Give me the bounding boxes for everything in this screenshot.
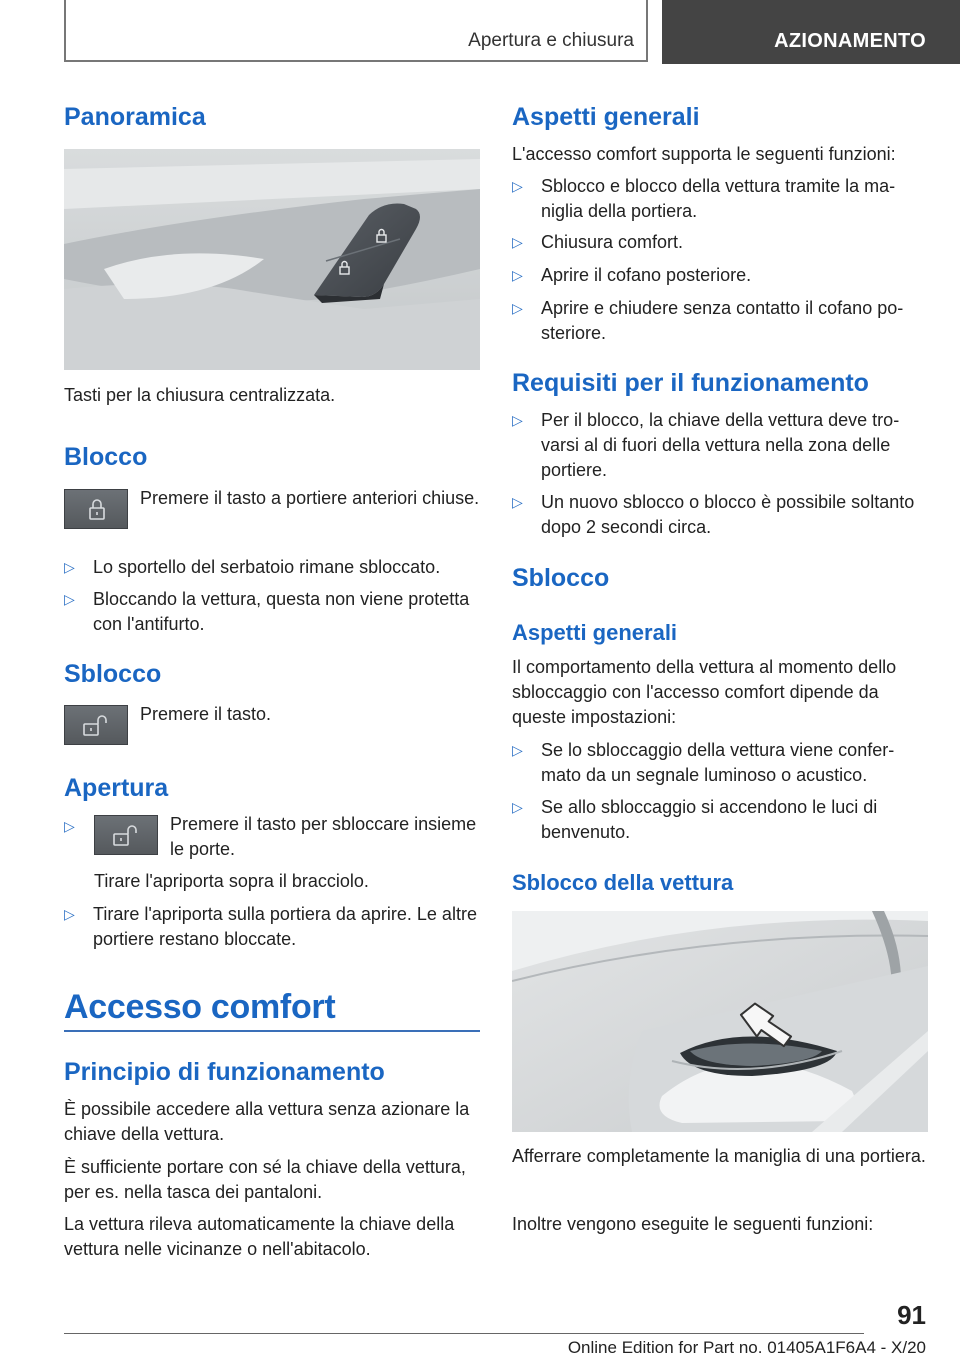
apertura-bullet-marker — [64, 814, 94, 839]
chapter-label: AZIONAMENTO — [774, 30, 926, 52]
sblocco-heading: Sblocco — [64, 660, 162, 688]
header-section-title: Apertura e chiusura — [468, 30, 634, 51]
footer-edition: Online Edition for Part no. 01405A1F6A4 - X/20 — [567, 1338, 926, 1357]
unlock-button-image — [94, 815, 158, 855]
sblocco-aspetti-subheading: Aspetti generali — [512, 620, 678, 645]
sblocco-bullet: ▷ Se allo sbloccaggio si accendono le luci di benvenuto. — [512, 795, 928, 845]
principio-paragraph: È sufficiente portare con sé la chiave della vettura, per es. nella tasca dei pantaloni. — [64, 1157, 466, 1202]
principio-heading: Principio di funzionamento — [64, 1058, 385, 1086]
accesso-comfort-heading: Accesso comfort — [64, 988, 336, 1026]
panoramica-caption: Tasti per la chiusura centralizzata. — [64, 385, 336, 405]
door-buttons-photo — [64, 149, 480, 370]
apertura-subtext: Tirare l'apriporta sopra il bracciolo. — [94, 871, 369, 891]
requisiti-heading: Requisiti per il funzionamento — [512, 369, 869, 397]
blocco-bullet: ▷ Lo sportello del serbatoio rimane sbloccato. — [64, 555, 480, 580]
aspetti-heading: Aspetti generali — [512, 103, 700, 131]
sblocco-aspetti-text: Il comportamento della vettura al momento dello sbloccaggio con l'accesso comfort dipende da queste impostazioni: — [512, 657, 897, 727]
apertura-bullet-text: Premere il tasto per sbloccare insieme le porte. — [170, 814, 477, 859]
sblocco-vettura-subheading: Sblocco della vettura — [512, 870, 734, 895]
lock-button-image — [64, 489, 128, 529]
requisiti-bullet: ▷ Per il blocco, la chiave della vettura deve trovarsi al di fuori della vettura nella zona delle portiere. — [512, 408, 928, 483]
apertura-heading: Apertura — [64, 774, 169, 802]
blocco-text: Premere il tasto a portiere anteriori chiuse. — [140, 488, 480, 508]
aspetti-bullet: ▷ Aprire e chiudere senza contatto il cofano posteriore. — [512, 296, 928, 346]
aspetti-bullet: ▷ Sblocco e blocco della vettura tramite la maniglia della portiera. — [512, 174, 928, 224]
heading-rule — [64, 1030, 480, 1032]
aspetti-bullet: ▷ Aprire il cofano posteriore. — [512, 263, 928, 288]
requisiti-bullet: ▷ Un nuovo sblocco o blocco è possibile soltanto dopo 2 secondi circa. — [512, 490, 928, 540]
unlock-icon — [95, 816, 159, 856]
inoltre-text: Inoltre vengono eseguite le seguenti funzioni: — [512, 1214, 874, 1234]
principio-paragraph: È possibile accedere alla vettura senza azionare la chiave della vettura. — [64, 1099, 470, 1144]
page-number: 91 — [897, 1300, 926, 1330]
chapter-tab — [662, 0, 960, 64]
sblocco-bullet: ▷ Se lo sbloccaggio della vettura viene confermato da un segnale luminoso o acustico. — [512, 738, 928, 788]
sblocco-heading: Sblocco — [512, 564, 610, 592]
apertura-bullet: ▷ Tirare l'apriporta sulla portiera da aprire. Le altre portiere restano bloccate. — [64, 902, 480, 952]
blocco-bullet: ▷ Bloccando la vettura, questa non viene protetta con l'antifurto. — [64, 587, 480, 637]
sblocco-text: Premere il tasto. — [140, 704, 272, 724]
panoramica-heading: Panoramica — [64, 103, 206, 131]
unlock-icon — [65, 706, 129, 746]
footer-rule — [64, 1333, 864, 1334]
door-handle-photo — [512, 911, 928, 1132]
handle-caption: Afferrare completamente la maniglia di una portiera. — [512, 1146, 926, 1166]
aspetti-intro: L'accesso comfort supporta le seguenti funzioni: — [512, 144, 896, 164]
unlock-button-image — [64, 705, 128, 745]
blocco-heading: Blocco — [64, 443, 148, 471]
principio-paragraph: La vettura rileva automaticamente la chiave della vettura nelle vicinanze o nell'abitacolo. — [64, 1214, 455, 1259]
aspetti-bullet: ▷ Chiusura comfort. — [512, 230, 928, 255]
lock-icon — [65, 490, 129, 530]
